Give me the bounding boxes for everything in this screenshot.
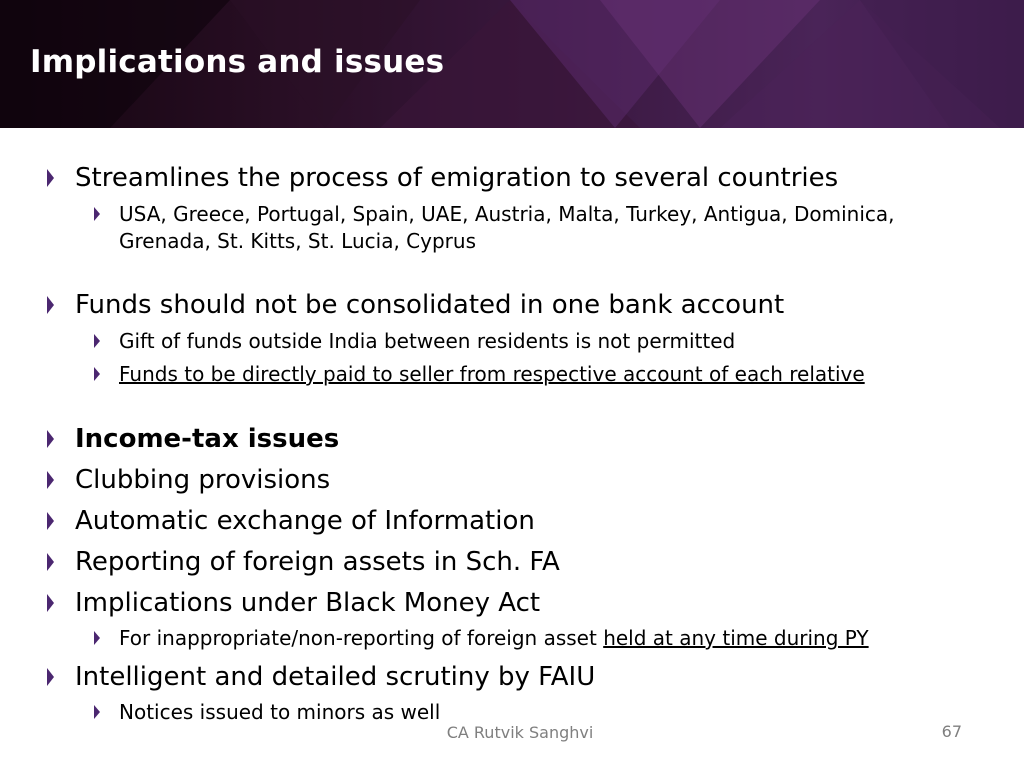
bullet-arrow-icon <box>47 471 54 489</box>
bullet-text: Implications under Black Money Act <box>75 588 541 618</box>
bullet-text: Automatic exchange of Information <box>75 506 535 536</box>
bullet-arrow-icon <box>47 594 54 612</box>
sub-bullet-text: Gift of funds outside India between residents is not permitted <box>119 329 736 353</box>
bullet-arrow-icon <box>47 169 54 187</box>
bullet-arrow-icon <box>94 334 100 348</box>
sub-bullet-text: Grenada, St. Kitts, St. Lucia, Cyprus <box>119 229 476 253</box>
bullet-arrow-icon <box>47 553 54 571</box>
bullet-arrow-icon <box>47 512 54 530</box>
bullet-arrow-icon <box>94 207 100 221</box>
bullet-text: Funds should not be consolidated in one bank account <box>75 290 785 320</box>
sub-bullet-text: Notices issued to minors as well <box>119 700 441 724</box>
bullet-text: Clubbing provisions <box>75 465 331 495</box>
sub-bullet-text-plain: For inappropriate/non-reporting of foreign asset <box>119 626 597 650</box>
bullet-arrow-icon <box>47 430 54 448</box>
bullet-text: Intelligent and detailed scrutiny by FAIU <box>75 662 596 692</box>
sub-bullet-text: Funds to be directly paid to seller from respective account of each relative <box>119 362 865 386</box>
sub-bullet-text <box>119 625 869 651</box>
bullet-arrow-icon <box>94 367 100 381</box>
bullet-arrow-icon <box>94 705 100 719</box>
bullet-text: Reporting of foreign assets in Sch. FA <box>75 547 560 577</box>
page-number: 67 <box>941 722 962 741</box>
bullet-arrow-icon <box>47 668 54 686</box>
bullet-arrow-icon <box>47 296 54 314</box>
sub-bullet-text-underlined: held at any time during PY <box>603 626 869 650</box>
slide-title: Implications and issues <box>30 44 445 80</box>
bullet-arrow-icon <box>94 631 100 645</box>
sub-bullet-text: USA, Greece, Portugal, Spain, UAE, Austria, Malta, Turkey, Antigua, Dominica, <box>119 202 895 226</box>
bullet-text: Income-tax issues <box>75 424 340 454</box>
footer-author: CA Rutvik Sanghvi <box>446 723 594 742</box>
bullet-text: Streamlines the process of emigration to several countries <box>75 163 839 193</box>
